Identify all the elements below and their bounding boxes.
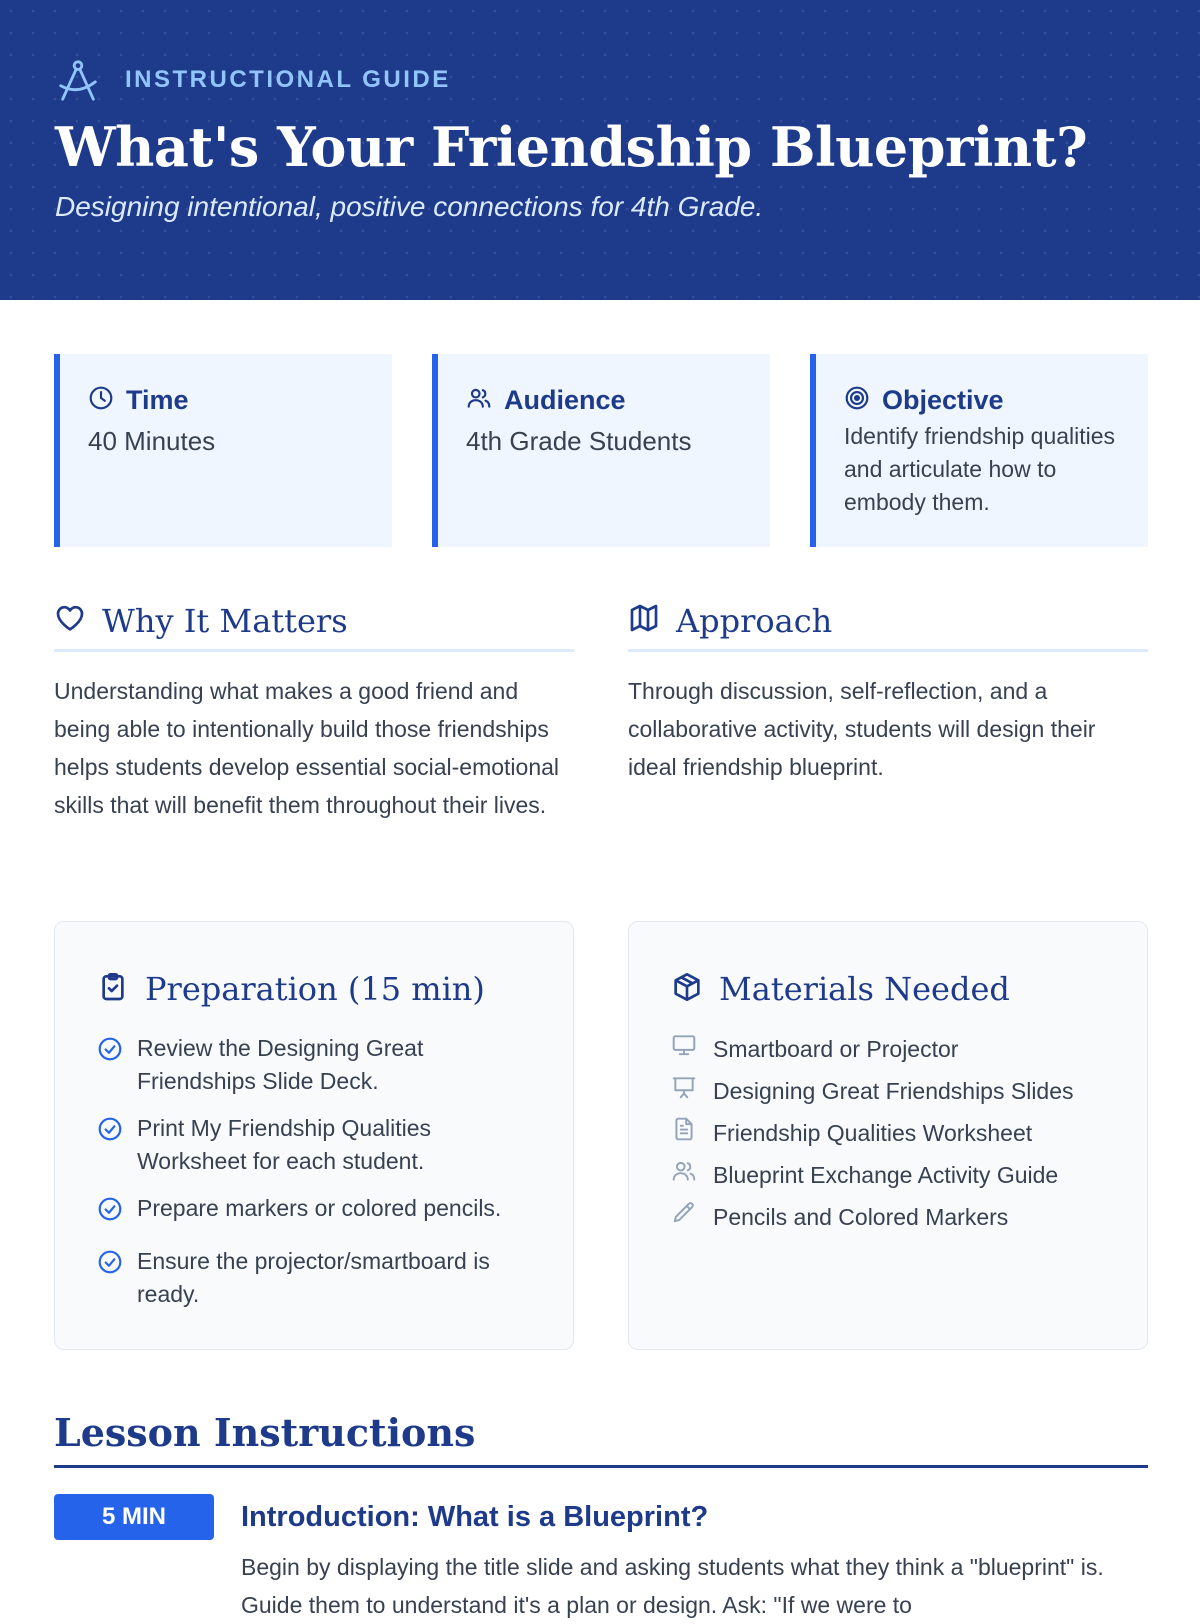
overview-section bbox=[54, 600, 1148, 824]
material-item bbox=[671, 1116, 1109, 1151]
material-label: Designing Great Friendships Slides bbox=[713, 1078, 1074, 1104]
prep-item bbox=[97, 1245, 535, 1311]
page-title: What's Your Friendship Blueprint? bbox=[55, 115, 1088, 179]
step-text: Begin by displaying the title slide and asking students what they think a "blueprint" is. Guide them to understand it's a plan or design. Ask: "If we were to bbox=[241, 1554, 1104, 1618]
package-icon bbox=[671, 971, 703, 1008]
prep-item bbox=[97, 1192, 535, 1231]
section-body: Through discussion, self-reflection, and a collaborative activity, students will design their ideal friendship blueprint. bbox=[628, 678, 1096, 780]
card-value: Identify friendship qualities and articulate how to embody them. bbox=[844, 423, 1116, 515]
lesson-step bbox=[54, 1494, 1148, 1624]
info-cards bbox=[54, 354, 1148, 547]
page-subtitle: Designing intentional, positive connections for 4th Grade. bbox=[55, 191, 764, 222]
eyebrow bbox=[55, 58, 1145, 102]
preparation-box bbox=[54, 921, 574, 1350]
box-title: Materials Needed bbox=[719, 970, 1010, 1008]
card-value: 4th Grade Students bbox=[466, 426, 692, 456]
material-label: Pencils and Colored Markers bbox=[713, 1204, 1009, 1230]
material-item bbox=[671, 1074, 1109, 1109]
duration-badge: 5 MIN bbox=[54, 1494, 214, 1540]
lesson-instructions-heading bbox=[54, 1408, 1148, 1468]
card-title: Objective bbox=[882, 384, 1004, 415]
prep-item-text: Ensure the projector/smartboard is ready. bbox=[137, 1248, 490, 1307]
prep-item bbox=[97, 1032, 535, 1098]
users-icon bbox=[466, 385, 492, 416]
prep-item-text: Review the Designing Great Friendships Slide Deck. bbox=[137, 1035, 424, 1094]
monitor-icon bbox=[671, 1032, 697, 1067]
prep-item bbox=[97, 1112, 535, 1178]
prep-materials bbox=[54, 921, 1148, 1350]
check-circle-icon bbox=[97, 1245, 123, 1311]
prep-item-text: Print My Friendship Qualities Worksheet for each student. bbox=[137, 1115, 431, 1174]
approach bbox=[628, 600, 1148, 824]
lesson-title: Lesson Instructions bbox=[54, 1410, 476, 1455]
check-circle-icon bbox=[97, 1192, 123, 1231]
prep-item-text: Prepare markers or colored pencils. bbox=[137, 1195, 502, 1221]
materials-box bbox=[628, 921, 1148, 1350]
card-title: Time bbox=[126, 384, 189, 415]
material-item bbox=[671, 1032, 1109, 1067]
compass-icon bbox=[55, 57, 101, 103]
section-body: Understanding what makes a good friend and being able to intentionally build those friendships helps students develop essential social-emotional skills that will benefit them throughout their lives. bbox=[54, 678, 560, 818]
step-content bbox=[241, 1494, 1148, 1624]
info-card-audience bbox=[432, 354, 770, 547]
material-label: Friendship Qualities Worksheet bbox=[713, 1120, 1033, 1146]
section-title: Approach bbox=[676, 601, 833, 640]
info-card-time bbox=[54, 354, 392, 547]
card-title: Audience bbox=[504, 384, 626, 415]
check-circle-icon bbox=[97, 1112, 123, 1178]
users-icon bbox=[671, 1158, 697, 1193]
pencil-icon bbox=[671, 1200, 697, 1235]
section-title: Why It Matters bbox=[102, 601, 348, 640]
map-icon bbox=[628, 602, 660, 639]
why-it-matters bbox=[54, 600, 574, 824]
box-title: Preparation (15 min) bbox=[145, 970, 485, 1008]
clipboard-check-icon bbox=[97, 971, 129, 1008]
material-label: Blueprint Exchange Activity Guide bbox=[713, 1162, 1059, 1188]
info-card-objective bbox=[810, 354, 1148, 547]
target-icon bbox=[844, 385, 870, 416]
card-value: 40 Minutes bbox=[88, 426, 216, 456]
eyebrow-text: INSTRUCTIONAL GUIDE bbox=[125, 66, 451, 93]
presentation-icon bbox=[671, 1074, 697, 1109]
material-item bbox=[671, 1200, 1109, 1235]
check-circle-icon bbox=[97, 1032, 123, 1098]
material-label: Smartboard or Projector bbox=[713, 1036, 959, 1062]
material-item bbox=[671, 1158, 1109, 1193]
clock-icon bbox=[88, 385, 114, 416]
step-title: Introduction: What is a Blueprint? bbox=[241, 1501, 709, 1533]
heart-icon bbox=[54, 602, 86, 639]
document-icon bbox=[671, 1116, 697, 1151]
header-banner bbox=[0, 0, 1200, 300]
